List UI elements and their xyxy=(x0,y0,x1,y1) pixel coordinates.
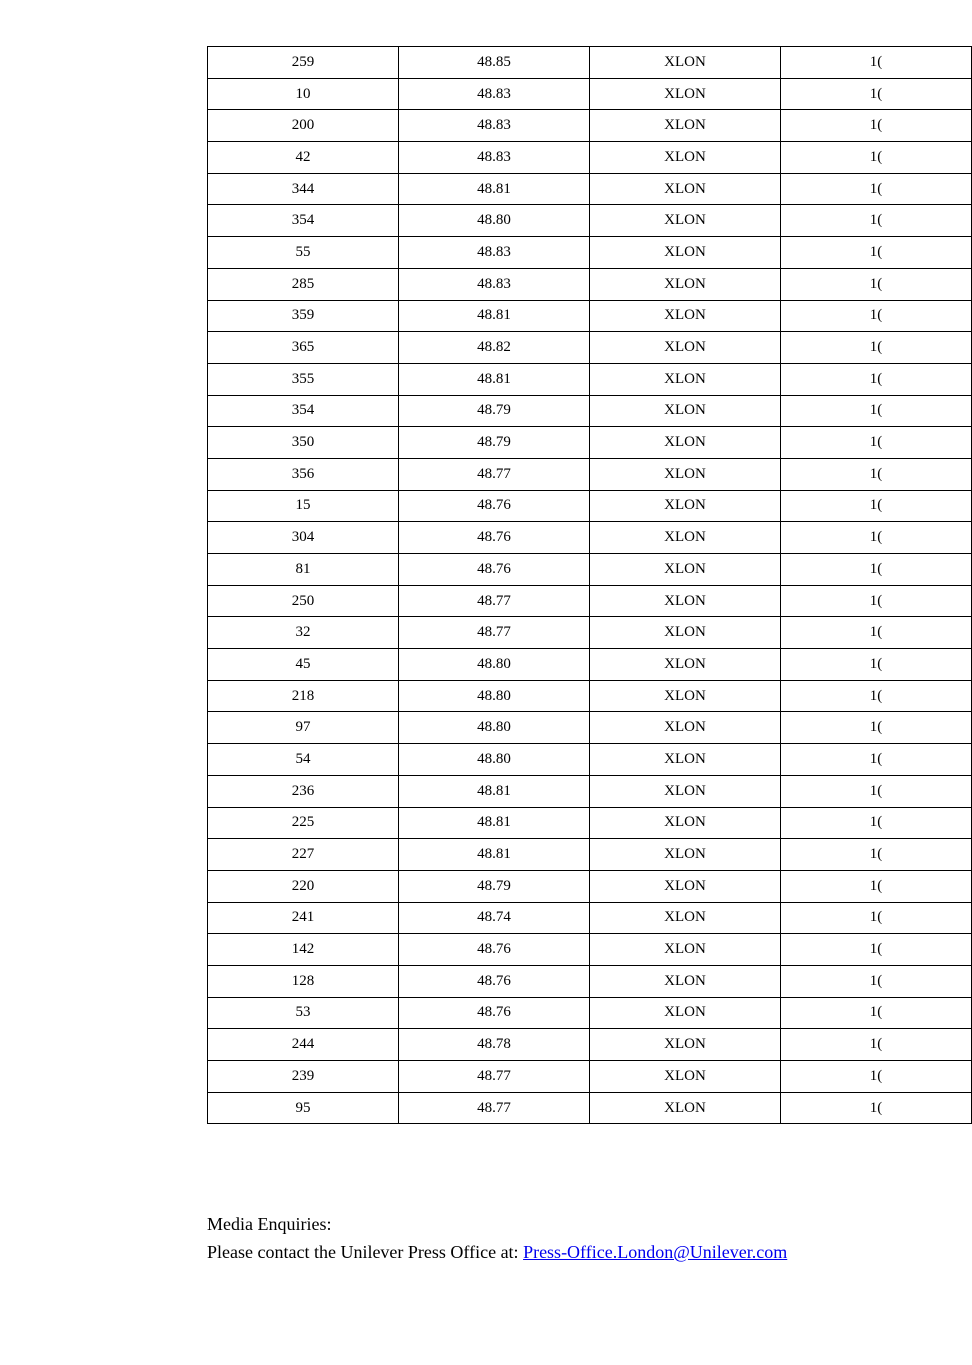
trades-table xyxy=(207,46,972,1124)
cell-volume: 54 xyxy=(208,744,399,776)
cell-time: 1( xyxy=(781,458,972,490)
table-row xyxy=(208,300,972,332)
cell-time: 1( xyxy=(781,237,972,269)
cell-time: 1( xyxy=(781,965,972,997)
cell-time: 1( xyxy=(781,1092,972,1124)
cell-price: 48.78 xyxy=(399,1029,590,1061)
cell-time: 1( xyxy=(781,554,972,586)
cell-venue: XLON xyxy=(590,332,781,364)
cell-venue: XLON xyxy=(590,585,781,617)
cell-volume: 344 xyxy=(208,173,399,205)
cell-volume: 354 xyxy=(208,205,399,237)
cell-volume: 227 xyxy=(208,839,399,871)
cell-volume: 236 xyxy=(208,775,399,807)
cell-venue: XLON xyxy=(590,78,781,110)
table-row xyxy=(208,142,972,174)
cell-volume: 97 xyxy=(208,712,399,744)
cell-volume: 241 xyxy=(208,902,399,934)
table-row xyxy=(208,458,972,490)
trades-table-body xyxy=(208,47,972,1124)
cell-venue: XLON xyxy=(590,142,781,174)
cell-volume: 244 xyxy=(208,1029,399,1061)
cell-price: 48.80 xyxy=(399,712,590,744)
cell-price: 48.83 xyxy=(399,237,590,269)
cell-price: 48.76 xyxy=(399,554,590,586)
cell-time: 1( xyxy=(781,142,972,174)
table-row xyxy=(208,522,972,554)
cell-volume: 285 xyxy=(208,268,399,300)
table-row xyxy=(208,934,972,966)
cell-price: 48.85 xyxy=(399,47,590,79)
table-row xyxy=(208,490,972,522)
table-row xyxy=(208,427,972,459)
press-office-contact-line xyxy=(207,1238,787,1266)
cell-venue: XLON xyxy=(590,458,781,490)
cell-price: 48.80 xyxy=(399,205,590,237)
cell-volume: 220 xyxy=(208,870,399,902)
cell-venue: XLON xyxy=(590,300,781,332)
cell-time: 1( xyxy=(781,332,972,364)
table-row xyxy=(208,1029,972,1061)
cell-venue: XLON xyxy=(590,649,781,681)
cell-venue: XLON xyxy=(590,997,781,1029)
table-row xyxy=(208,712,972,744)
cell-venue: XLON xyxy=(590,205,781,237)
cell-time: 1( xyxy=(781,205,972,237)
cell-price: 48.81 xyxy=(399,775,590,807)
cell-price: 48.81 xyxy=(399,807,590,839)
cell-venue: XLON xyxy=(590,807,781,839)
cell-price: 48.76 xyxy=(399,522,590,554)
cell-price: 48.82 xyxy=(399,332,590,364)
cell-price: 48.76 xyxy=(399,490,590,522)
cell-volume: 250 xyxy=(208,585,399,617)
cell-volume: 356 xyxy=(208,458,399,490)
cell-volume: 81 xyxy=(208,554,399,586)
table-row xyxy=(208,363,972,395)
cell-volume: 239 xyxy=(208,1061,399,1093)
table-row xyxy=(208,680,972,712)
cell-time: 1( xyxy=(781,997,972,1029)
cell-time: 1( xyxy=(781,173,972,205)
cell-volume: 53 xyxy=(208,997,399,1029)
cell-venue: XLON xyxy=(590,712,781,744)
table-row xyxy=(208,617,972,649)
table-row xyxy=(208,47,972,79)
cell-price: 48.77 xyxy=(399,585,590,617)
cell-volume: 42 xyxy=(208,142,399,174)
cell-price: 48.81 xyxy=(399,173,590,205)
cell-price: 48.83 xyxy=(399,78,590,110)
cell-volume: 355 xyxy=(208,363,399,395)
cell-venue: XLON xyxy=(590,934,781,966)
trades-table-container xyxy=(207,46,883,1124)
cell-price: 48.79 xyxy=(399,395,590,427)
cell-price: 48.77 xyxy=(399,617,590,649)
cell-price: 48.74 xyxy=(399,902,590,934)
cell-price: 48.81 xyxy=(399,839,590,871)
table-row xyxy=(208,554,972,586)
press-office-email-link[interactable]: Press-Office.London@Unilever.com xyxy=(523,1242,788,1262)
cell-volume: 225 xyxy=(208,807,399,839)
cell-time: 1( xyxy=(781,110,972,142)
media-enquiries-heading: Media Enquiries: xyxy=(207,1214,332,1234)
cell-venue: XLON xyxy=(590,110,781,142)
table-row xyxy=(208,744,972,776)
cell-volume: 128 xyxy=(208,965,399,997)
table-row xyxy=(208,649,972,681)
cell-volume: 142 xyxy=(208,934,399,966)
cell-time: 1( xyxy=(781,902,972,934)
cell-venue: XLON xyxy=(590,617,781,649)
cell-volume: 350 xyxy=(208,427,399,459)
table-row xyxy=(208,78,972,110)
cell-volume: 354 xyxy=(208,395,399,427)
cell-venue: XLON xyxy=(590,237,781,269)
cell-price: 48.83 xyxy=(399,110,590,142)
cell-time: 1( xyxy=(781,870,972,902)
cell-volume: 15 xyxy=(208,490,399,522)
cell-price: 48.80 xyxy=(399,744,590,776)
cell-time: 1( xyxy=(781,712,972,744)
table-row xyxy=(208,1092,972,1124)
cell-price: 48.77 xyxy=(399,1092,590,1124)
cell-time: 1( xyxy=(781,395,972,427)
cell-venue: XLON xyxy=(590,744,781,776)
cell-volume: 32 xyxy=(208,617,399,649)
media-enquiries-section xyxy=(207,1210,787,1266)
cell-price: 48.79 xyxy=(399,427,590,459)
cell-venue: XLON xyxy=(590,870,781,902)
cell-time: 1( xyxy=(781,522,972,554)
cell-time: 1( xyxy=(781,680,972,712)
cell-venue: XLON xyxy=(590,47,781,79)
cell-volume: 259 xyxy=(208,47,399,79)
cell-time: 1( xyxy=(781,807,972,839)
cell-volume: 304 xyxy=(208,522,399,554)
cell-price: 48.80 xyxy=(399,680,590,712)
table-row xyxy=(208,205,972,237)
cell-venue: XLON xyxy=(590,173,781,205)
cell-venue: XLON xyxy=(590,965,781,997)
cell-price: 48.77 xyxy=(399,458,590,490)
cell-venue: XLON xyxy=(590,680,781,712)
cell-price: 48.77 xyxy=(399,1061,590,1093)
cell-time: 1( xyxy=(781,300,972,332)
cell-time: 1( xyxy=(781,1029,972,1061)
cell-price: 48.76 xyxy=(399,965,590,997)
table-row xyxy=(208,237,972,269)
cell-venue: XLON xyxy=(590,363,781,395)
table-row xyxy=(208,902,972,934)
cell-time: 1( xyxy=(781,649,972,681)
cell-time: 1( xyxy=(781,47,972,79)
cell-volume: 55 xyxy=(208,237,399,269)
cell-time: 1( xyxy=(781,490,972,522)
cell-price: 48.80 xyxy=(399,649,590,681)
cell-volume: 359 xyxy=(208,300,399,332)
cell-time: 1( xyxy=(781,78,972,110)
cell-venue: XLON xyxy=(590,490,781,522)
table-row xyxy=(208,110,972,142)
cell-venue: XLON xyxy=(590,522,781,554)
table-row xyxy=(208,268,972,300)
cell-volume: 218 xyxy=(208,680,399,712)
cell-price: 48.76 xyxy=(399,934,590,966)
cell-volume: 95 xyxy=(208,1092,399,1124)
cell-time: 1( xyxy=(781,585,972,617)
cell-time: 1( xyxy=(781,617,972,649)
table-row xyxy=(208,1061,972,1093)
contact-prefix-text: Please contact the Unilever Press Office at: xyxy=(207,1242,524,1262)
table-row xyxy=(208,775,972,807)
cell-price: 48.81 xyxy=(399,363,590,395)
cell-volume: 200 xyxy=(208,110,399,142)
table-row xyxy=(208,965,972,997)
table-row xyxy=(208,395,972,427)
cell-venue: XLON xyxy=(590,1092,781,1124)
cell-price: 48.81 xyxy=(399,300,590,332)
table-row xyxy=(208,332,972,364)
cell-venue: XLON xyxy=(590,268,781,300)
cell-venue: XLON xyxy=(590,395,781,427)
cell-price: 48.76 xyxy=(399,997,590,1029)
table-row xyxy=(208,870,972,902)
cell-venue: XLON xyxy=(590,902,781,934)
cell-venue: XLON xyxy=(590,775,781,807)
cell-price: 48.79 xyxy=(399,870,590,902)
cell-price: 48.83 xyxy=(399,142,590,174)
cell-price: 48.83 xyxy=(399,268,590,300)
cell-volume: 365 xyxy=(208,332,399,364)
cell-venue: XLON xyxy=(590,839,781,871)
cell-time: 1( xyxy=(781,934,972,966)
cell-volume: 10 xyxy=(208,78,399,110)
table-row xyxy=(208,807,972,839)
cell-time: 1( xyxy=(781,1061,972,1093)
cell-volume: 45 xyxy=(208,649,399,681)
cell-time: 1( xyxy=(781,427,972,459)
cell-time: 1( xyxy=(781,744,972,776)
cell-time: 1( xyxy=(781,775,972,807)
cell-venue: XLON xyxy=(590,1029,781,1061)
cell-time: 1( xyxy=(781,268,972,300)
table-row xyxy=(208,173,972,205)
cell-venue: XLON xyxy=(590,554,781,586)
cell-venue: XLON xyxy=(590,1061,781,1093)
cell-time: 1( xyxy=(781,839,972,871)
table-row xyxy=(208,839,972,871)
cell-venue: XLON xyxy=(590,427,781,459)
table-row xyxy=(208,585,972,617)
cell-time: 1( xyxy=(781,363,972,395)
table-row xyxy=(208,997,972,1029)
